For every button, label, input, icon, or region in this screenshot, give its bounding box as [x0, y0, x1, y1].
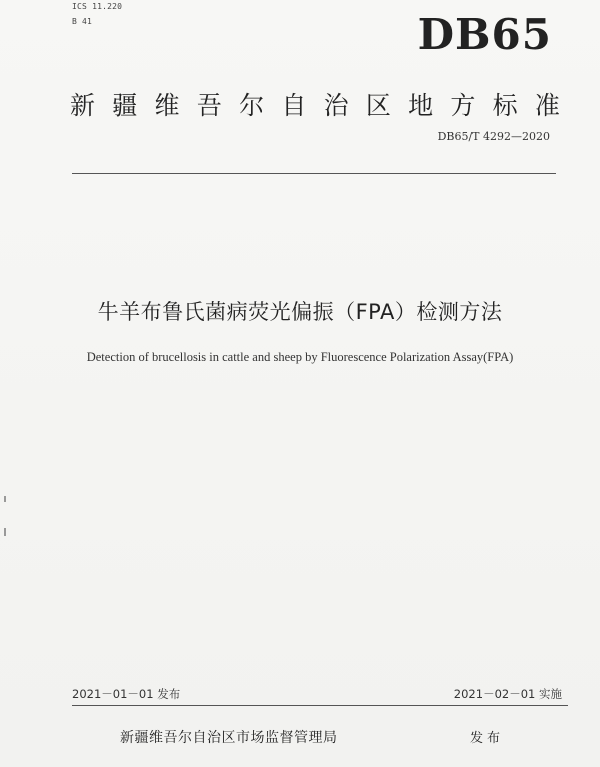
title-chinese: 牛羊布鲁氏菌病荧光偏振（FPA）检测方法 [97, 300, 503, 324]
standard-type-char: 区 [365, 91, 391, 120]
standard-code: DB65/T 4292—2020 [437, 130, 550, 143]
standard-type-char: 吾 [196, 91, 222, 120]
header-divider [72, 173, 556, 174]
db65-logo: DB65 [417, 10, 552, 59]
standard-type-char: 维 [154, 91, 180, 120]
issuing-authority: 新疆维吾尔自治区市场监督管理局 [120, 730, 338, 746]
ics-code: ICS 11.220 [72, 2, 123, 11]
standard-type-char: 准 [534, 91, 560, 120]
standard-type-char: 标 [492, 91, 518, 120]
standard-type-char: 尔 [239, 91, 265, 120]
issue-label: 发布 [470, 731, 505, 746]
standard-type [70, 86, 560, 122]
title-english: Detection of brucellosis in cattle and sheep by Fluorescence Polarization Assay(FPA) [86, 350, 514, 364]
publish-date: 2021－01－01 发布 [72, 687, 181, 701]
standard-type-char: 方 [450, 91, 476, 120]
implement-date: 2021－02－01 实施 [453, 687, 562, 701]
standard-type-char: 治 [323, 91, 349, 120]
standard-type-char: 地 [408, 91, 434, 120]
scan-mark [4, 496, 6, 502]
footer-divider [72, 705, 568, 706]
scan-mark [4, 528, 6, 536]
standard-type-char: 疆 [112, 91, 138, 120]
standard-type-char: 新 [70, 91, 96, 120]
ccs-code: B 41 [72, 17, 93, 26]
standard-type-char: 自 [281, 91, 307, 120]
